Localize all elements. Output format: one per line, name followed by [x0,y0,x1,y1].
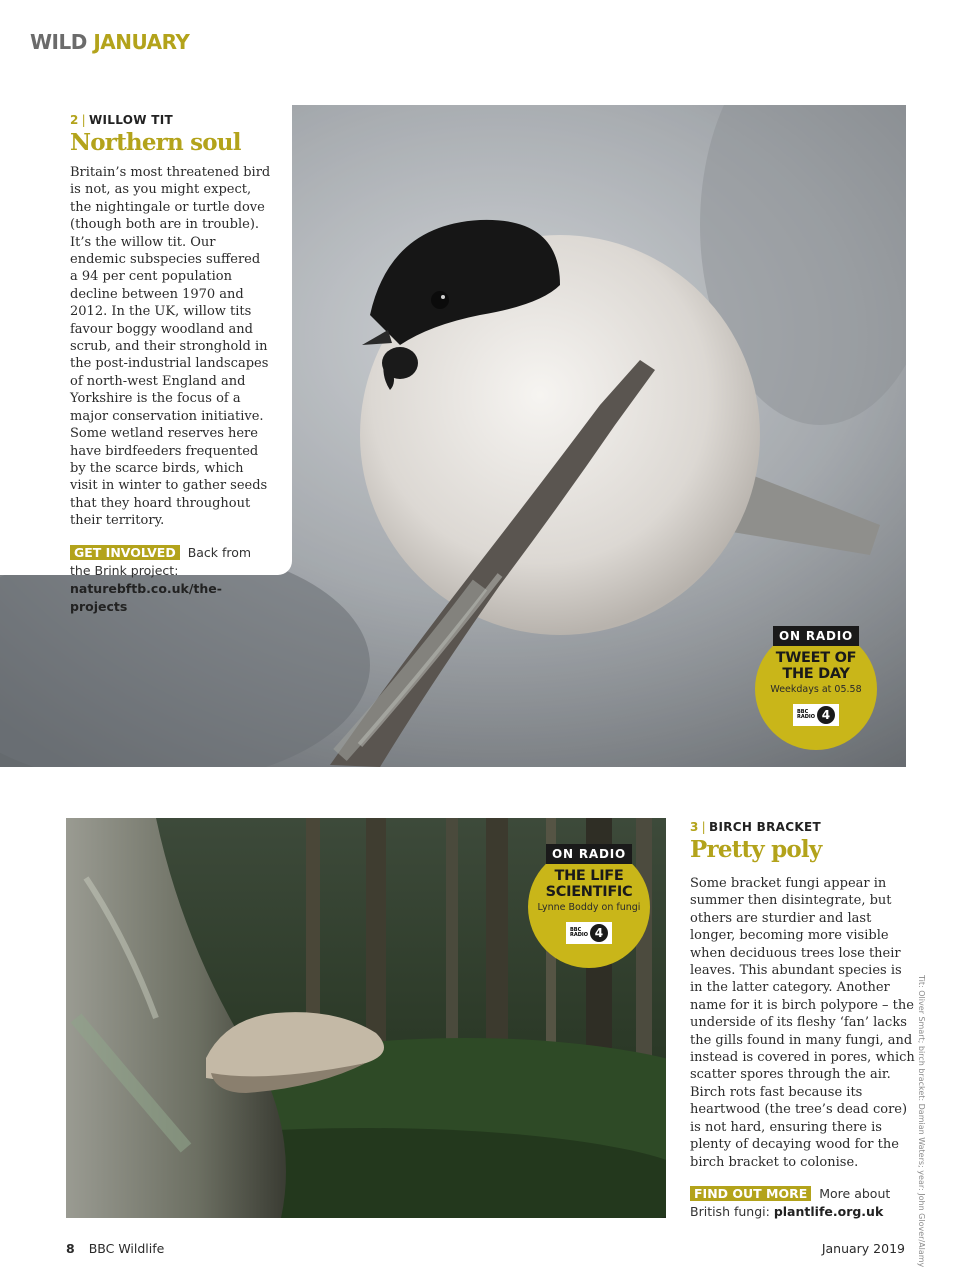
radio4-icon: 4 [590,924,608,942]
find-out-more-tag: FIND OUT MORE [690,1186,811,1201]
bbc-radio4-logo [566,922,612,944]
tweet-of-the-day-badge [755,628,877,750]
badge-label: ON RADIO [546,844,632,864]
issue-date: January 2019 [821,1241,905,1256]
find-out-more-link[interactable]: plantlife.org.uk [773,1203,884,1219]
bbc-logo-text [570,928,588,938]
article-headline: Pretty poly [690,836,822,863]
get-involved-link[interactable]: naturebftb.co.uk/the-projects [70,580,222,614]
life-scientific-badge [528,846,650,968]
get-involved-text: Back from the Brink project: [70,544,252,578]
section-month: JANUARY [93,30,190,54]
page-number: 8 [66,1241,75,1256]
article-kicker: 2 | WILLOW TIT [70,113,174,127]
get-involved-tag: GET INVOLVED [70,545,180,560]
article-kicker: 3 | BIRCH BRACKET [690,820,821,834]
find-out-more-callout [690,1185,915,1221]
badge-title [755,650,877,682]
article-category: BIRCH BRACKET [709,820,821,834]
magazine-name: BBC Wildlife [88,1241,165,1256]
article-body: Some bracket fungi appear in summer then disintegrate, but others are sturdier and last longer, becoming more visible when deciduous trees lose their leaves. This abundant species is in the latter category. Another name for it is birch polypore – the underside of its fleshy ‘fan’ lacks the gills found in many fungi, and instead is covered in pores, which scatter spores through the air. Birch rots fast because its heartwood (the tree’s dead core) is not hard, ensuring there is plenty of decaying wood for the birch bracket to colonise. [690,876,915,1170]
find-out-more-text: More about British fungi: [690,1185,891,1219]
logo-radio: RADIO [797,714,815,720]
get-involved-callout [70,544,272,616]
bbc-radio4-logo [793,704,839,726]
radio4-icon: 4 [817,706,835,724]
photo-credit: Tit: Oliver Smart; birch bracket: Damian Waters; year: John Glover/Alamy [917,975,926,1268]
badge-title-line1: TWEET OF [775,650,857,666]
birch-bracket-article [690,820,915,1221]
footer-left [66,1241,164,1256]
logo-radio: RADIO [570,932,588,938]
badge-subtitle: Lynne Boddy on fungi [537,902,641,913]
article-body: Britain’s most threatened bird is not, as you might expect, the nightingale or turtle dove (though both are in trouble). It’s the willow tit. Our endemic subspecies suffered a 94 per cent population decline between 1970 and 2012. In the UK, willow tits favour boggy woodland and scrub, and their stronghold in the post-industrial landscapes of north-west England and Yorkshire is the focus of a major conservation initiative. Some wetland reserves here have birdfeeders frequented by the scarce birds, which visit in winter to gather seeds that they hoard throughout their territory. [70,165,271,529]
badge-subtitle: Weekdays at 05.58 [770,684,862,695]
bbc-logo-text [797,710,815,720]
article-headline: Northern soul [70,129,241,156]
article-number: 2 [70,113,79,127]
section-name: WILD [30,30,87,54]
article-number: 3 [690,820,699,834]
willow-tit-article [0,105,292,614]
section-header [30,30,189,54]
logo-bbc: BBC [797,709,809,715]
badge-title [528,868,650,900]
badge-label: ON RADIO [773,626,859,646]
logo-bbc: BBC [570,927,582,933]
badge-title-line2: SCIENTIFIC [545,884,633,900]
badge-title-line2: THE DAY [782,666,850,682]
badge-title-line1: THE LIFE [554,868,624,884]
article-category: WILLOW TIT [89,113,174,127]
